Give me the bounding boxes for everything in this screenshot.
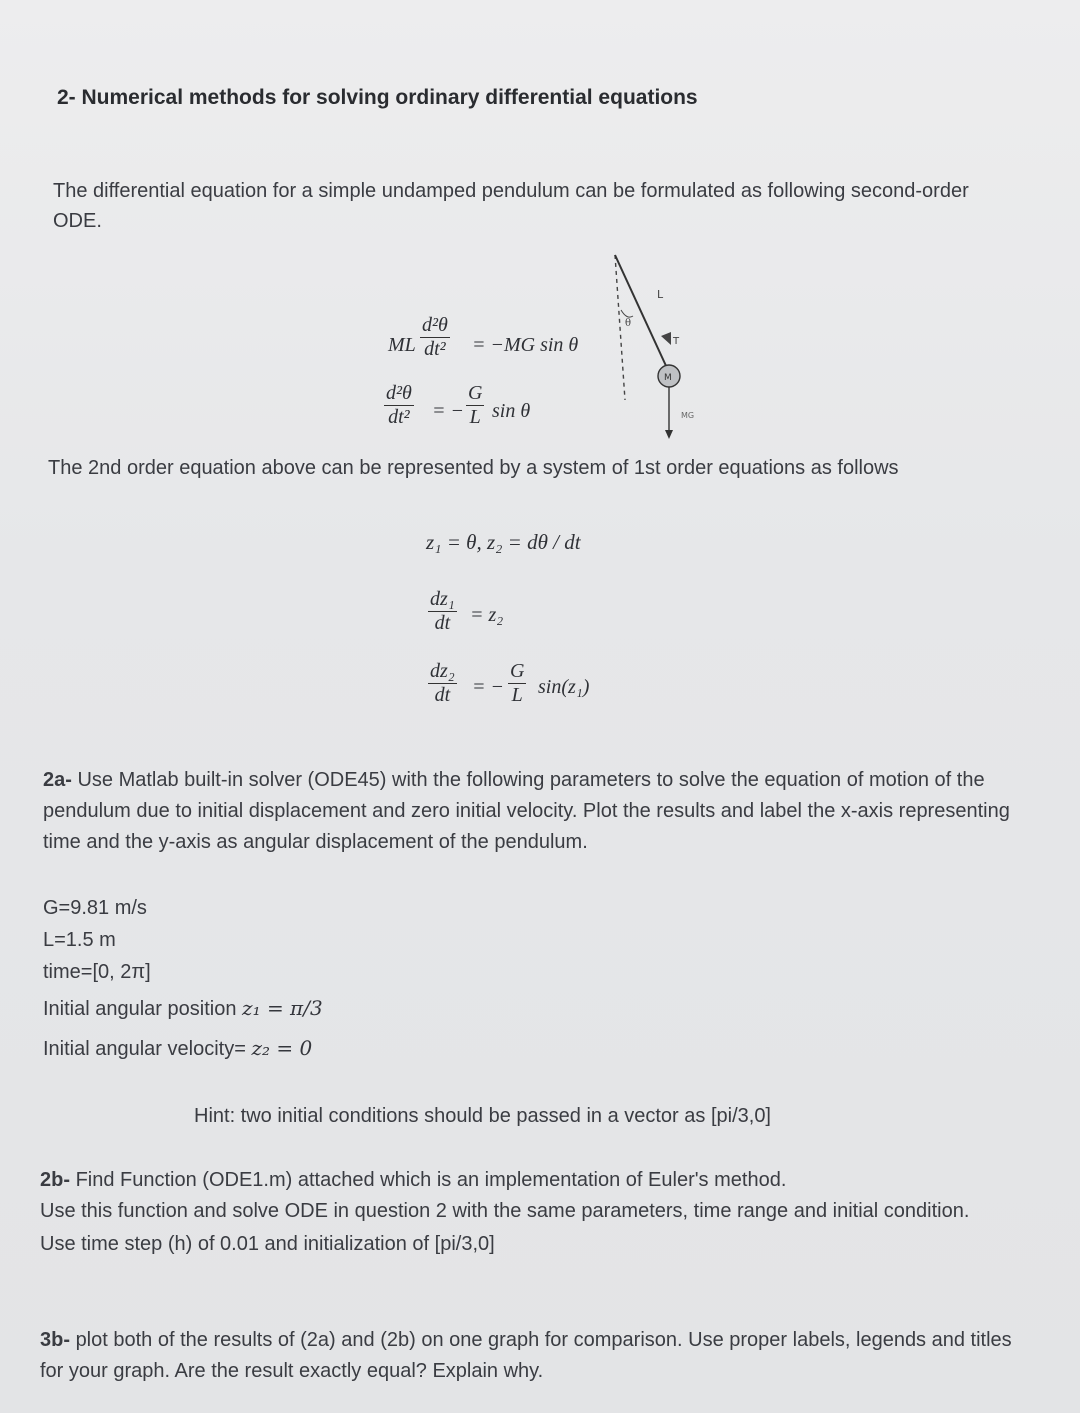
eq2-fraction: [384, 382, 414, 429]
sys2-g-over-l: [508, 660, 526, 707]
eq2-g-over-l: [466, 382, 484, 429]
sys2-mid: = −: [472, 676, 504, 698]
system-intro-paragraph: The 2nd order equation above can be represented by a system of 1st order equations as follows: [48, 457, 899, 479]
param-initial-position-value: z₁ = π/3: [242, 996, 323, 1020]
question-2a-text: Use Matlab built-in solver (ODE45) with the following parameters to solve the equation of motion of the pendulum due to initial displacement and zero initial velocity. Plot the results and label the x-axis representing time and the y-axis as angular displacement of the pendulum.: [43, 769, 1010, 853]
diagram-label-mg: MG: [681, 411, 695, 420]
eq2-g: G: [468, 382, 483, 404]
param-g: G=9.81 m/s: [43, 897, 147, 919]
eq1-denominator: dt²: [424, 338, 446, 360]
sys2-rhs: sin(z₁): [538, 676, 590, 698]
question-3b: [40, 1325, 1030, 1387]
diagram-label-m: M: [664, 373, 672, 383]
parameter-list: [43, 892, 323, 1068]
param-initial-position-label: Initial angular position: [43, 998, 237, 1020]
question-2b-label: 2b-: [40, 1169, 70, 1191]
sys2-denominator: dt: [434, 684, 451, 706]
diagram-label-l: L: [657, 288, 664, 301]
param-initial-velocity-value: z₂ = 0: [251, 1036, 313, 1060]
eq2-numerator: d²θ: [386, 382, 412, 404]
question-2a: [43, 765, 1033, 858]
question-2b-line-2: Use this function and solve ODE in question 2 with the same parameters, time range and initial condition.: [40, 1200, 970, 1222]
intro-paragraph: The differential equation for a simple undamped pendulum can be formulated as following second-order ODE.: [53, 180, 969, 232]
sys2-g: G: [510, 660, 525, 682]
sys1-fraction: [428, 588, 457, 635]
sys1-rhs: = z₂: [470, 604, 504, 626]
eq1-numerator: d²θ: [422, 314, 448, 336]
eq2-rhs: sin θ: [492, 400, 531, 422]
hint-text: Hint: two initial conditions should be passed in a vector as [pi/3,0]: [194, 1105, 771, 1127]
diagram-label-t: T: [673, 336, 680, 347]
section-heading: 2- Numerical methods for solving ordinary differential equations: [57, 86, 698, 109]
sys1-denominator: dt: [434, 612, 451, 634]
sys2-fraction: [428, 660, 457, 707]
param-initial-position: [43, 988, 323, 1028]
param-l: L=1.5 m: [43, 929, 116, 951]
question-2b-line-3: Use time step (h) of 0.01 and initialization of [pi/3,0]: [40, 1233, 495, 1255]
param-initial-velocity-label: Initial angular velocity=: [43, 1038, 246, 1060]
eq1-lhs: ML: [388, 334, 416, 356]
eq2-l: L: [469, 406, 481, 428]
sys2-l: L: [511, 684, 523, 706]
diagram-label-theta: θ: [625, 318, 632, 329]
question-2a-label: 2a-: [43, 769, 72, 791]
sys2-numerator: dz₂: [430, 660, 455, 682]
question-2b-line-1: Find Function (ODE1.m) attached which is an implementation of Euler's method.: [75, 1169, 787, 1191]
eq1-rhs: = −MG sin θ: [472, 334, 579, 356]
system-definitions: z₁ = θ, z₂ = dθ / dt: [426, 530, 581, 554]
eq2-mid: = −: [432, 400, 464, 422]
sys1-numerator: dz₁: [430, 588, 455, 610]
question-2b: [40, 1165, 1030, 1260]
eq1-fraction: [420, 314, 450, 361]
pendulum-diagram: [605, 250, 725, 440]
param-initial-velocity: [43, 1028, 323, 1068]
question-3b-label: 3b-: [40, 1329, 70, 1351]
param-time: time=[0, 2π]: [43, 961, 151, 983]
eq2-denominator: dt²: [388, 406, 410, 428]
question-3b-text: plot both of the results of (2a) and (2b) on one graph for comparison. Use proper labels, legends and titles for your graph. Are the result exactly equal? Explain why.: [40, 1329, 1012, 1382]
